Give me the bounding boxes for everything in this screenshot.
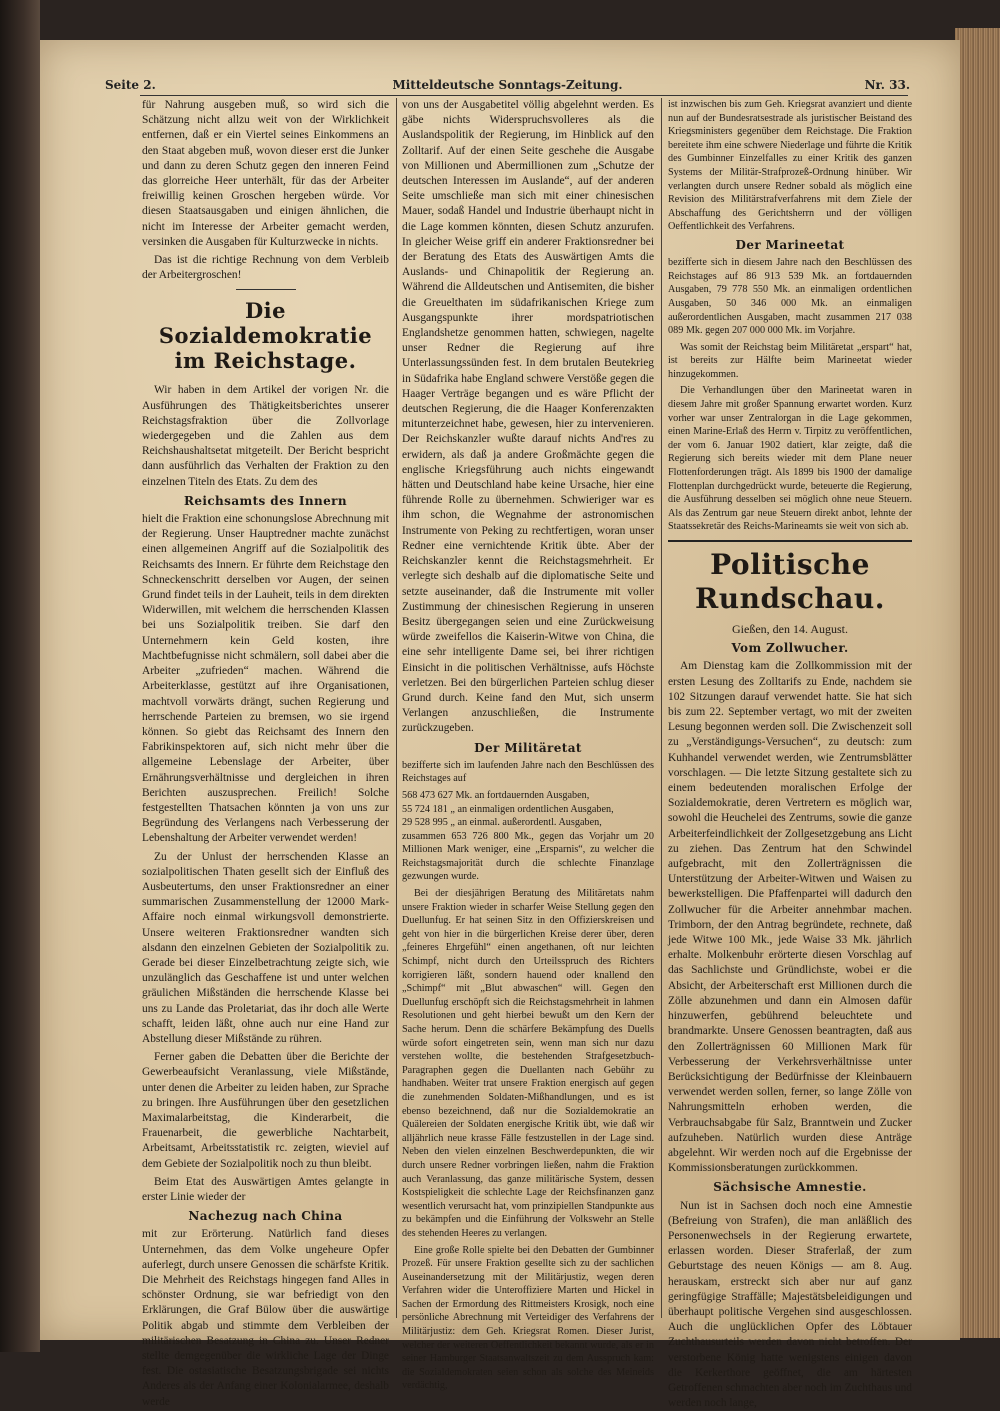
paragraph: zusammen 653 726 800 Mk., gegen das Vorjahr um 20 Millionen Mark weniger, eine „Ersparnis“, zu welcher die Reichstagsmajorität durch die schlechte Finanzlage gezwungen wurde. [402,830,654,883]
page-header [105,78,910,96]
paragraph: ist inzwischen bis zum Geh. Kriegsrat avanziert und diente nun auf der Bundesratsestrade als juristischer Beistand des Kriegsministers gegenüber dem Reichstage. Die Fraktion bereitete ihm eine schwere Niederlage und führte die Kritik des Gumbinner Einzelfalles zu einer Kritik des ganzen Systems der Militär-Strafprozeß-Ordnung hinüber. Wir verlangten durch unsere Redner sobald als möglich eine Revision des Militärstrafverfahrens mit dem Ziele der Abschaffung des Gerichtsherrn und der völligen Oeffentlichkeit des Verfahrens. [668,99,912,233]
paragraph: Bei der diesjährigen Beratung des Militäretats nahm unsere Fraktion wieder in scharfer Weise Stellung gegen den Duellunfug. Er hat seinen Sitz in den Offizierskreisen und geht von hier in die bürgerlichen Kreise derer über, deren „feineres Ehrgefühl“ einen angethanen, oft nur leichten Schimpf, nicht durch den Urteilsspruch des Richters korrigieren läßt, sondern hauend oder knallend den „Schimpf“ mit „Blut abwaschen“ will. Gegen den Duellunfug erschöpft sich die Reichstagsmehrheit in lahmen Resolutionen und geht hierbei bewußt um den Kern der Sache herum. Denn die schärfere Bekämpfung des Duells würde sofort eingetreten sein, wenn man sich nur dazu verstehen wollte, die bestehenden Strafgesetzbuch-Paragraphen gegen die Duellanten nach Gebühr zu handhaben. Weiter trat unsere Fraktion energisch auf gegen die zunehmenden Soldaten-Mißhandlungen, und es ist ebenso bezeichnend, daß nur die Sozialdemokratie an Quälereien der Soldaten energische Kritik übt, wie daß wir alljährlich neue krasse Fälle festzustellen in der Lage sind. Neben den vielen einzelnen Beschwerdepunkten, die wir durch unsere Redner vorbringen ließen, nahm die Fraktion auch Veranlassung, das ganze militärische System, dessen Kostspieligkeit die schlechte Lage der Reichsfinanzen ganz wesentlich verursacht hat, vom prinzipiellen Standpunkte aus zu bekämpfen und die Einführung der Volkswehr an Stelle des stehenden Heeres zu verlangen. [402,888,654,1239]
subheading: Nachezug nach China [188,1209,343,1224]
subheading: Der Marineetat [735,237,845,252]
paragraph: für Nahrung ausgeben muß, so wird sich die Schätzung nicht allzu weit von der Wirklichkeit entfernen, daß er ein Viertel seines Einkommens an den Staat abgeben muß, wovon dieser erst die Junker und dann zu deren Schutz gegen den inneren Feind das glorreiche Heer unterhält, für das der Arbeiter freiwillig keinen Groschen hergeben würde. Vor diesen Staatsausgaben und einigen ähnlichen, die nicht im Interesse der Arbeiter gemacht werden, versinken die Ausgaben für Kulturzwecke in nichts. [142,99,389,248]
paragraph: Ferner gaben die Debatten über die Berichte der Gewerbeaufsicht Veranlassung, viele Mißstände, unter denen die Arbeiter zu leiden haben, zur Sprache zu bringen. Ihre Ausführungen über den gesetzlichen Maximalarbeitstag, die Kinderarbeit, die Frauenarbeit, die gewerbliche Nachtarbeit, Arbeitsamt, Arbeitsstatistik rc. zeigten, wieviel auf dem Gebiete der Sozialpolitik noch zu thun bleibt. [142,1051,389,1170]
subheading: Der Militäretat [474,740,582,755]
book-binding [0,0,40,1352]
paragraph: Zu der Unlust der herrschenden Klasse an sozialpolitischen Thaten gesellt sich der Einfluß des Ausbeutertums, den unser Fraktionsredner an einer summarischen Zusammenstellung der 12000 Mark-Affaire noch einmal wirkungsvoll demonstrierte. Unsere weiteren Fraktionsredner wandten sich alsdann den einzelnen Gebieten der Sozialpolitik zu. Gerade bei dieser Einzelbetrachtung zeigte sich, wie unzulänglich das Geschaffene ist und unter welchen gräulichen Mißständen die herrschende Klasse bei uns zu Lande das Proletariat, das ihr doch alle Werte schafft, leiden läßt, ohne auch nur eine Hand zur Abstellung dieser Mißstände zu rühren. [142,850,389,1045]
column-divider [661,98,662,1318]
paragraph: bezifferte sich im laufenden Jahre nach den Beschlüssen des Reichstages auf [402,759,654,785]
paragraph: Was somit der Reichstag beim Militäretat „erspart“ hat, ist bereits zur Hälfte beim Marineetat wieder hinzugekommen. [668,341,912,380]
page-number: Seite 2. [105,78,156,92]
header-rule [140,95,908,96]
paragraph: bezifferte sich in diesem Jahre nach den Beschlüssen des Reichstages auf 86 913 539 Mk. an fortdauernden Ausgaben, 79 778 550 Mk. an einmaligen ordentlichen Ausgaben, 50 346 000 Mk. an einmaligen außerordentlichen Ausgaben, macht zusammen 217 038 089 Mk. gegen 207 000 000 Mk. im Vorjahre. [668,257,912,337]
paragraph: von uns der Ausgabetitel völlig abgelehnt werden. Es gäbe nichts Widerspruchsvolleres als die Auslandspolitik der Regierung, im Hinblick auf den Zolltarif. Auf der einen Seite geschehe die Ausgabe von Millionen und Abermillionen zum „Schutze der deutschen Interessen im Auslande“, auf der anderen Seite umschließe man sich mit einer chinesischen Mauer, sodaß Handel und Industrie überhaupt nicht in die Lage kommen könnten, diesen Schutz anzurufen. In gleicher Weise griff ein anderer Fraktionsredner bei der Beratung des Etats des Auswärtigen Amts die Auslands- und Chinapolitik der Regierung an. Während die Alldeutschen und Antisemiten, die bisher die Greuelthaten im südafrikanischen Kriege zum Ausgangspunkte ihrer mordspatriotischen Englandshetze genommen hatten, schwiegen, nagelte unser Redner die Regierung auf ihre Unterlassungssünden fest. In dem brutalen Beutekrieg in Südafrika habe England schwere Verstöße gegen die Haager Verträge begangen und es wäre Pflicht der deutschen Regierung, die die Haager Konferenzakten mitunterzeichnet habe, gewesen, hier zu intervenieren. Der Reichskanzler wußte darauf nichts And'res zu erwidern, als daß ja andere Großmächte gegen die englische Kriegsführung auch nichts eingewandt hätten und Deutschland habe keine Ursache, hier eine führende Rolle zu übernehmen. Schwieriger war es ihm schon, die Wegnahme der astronomischen Instrumente von Peking zu rechtfertigen, woran unser Redner eine vernichtende Kritik übte. Aber der Reichskanzler kennt die Reichstagsmehrheit. Er verlegte sich deshalb auf die diplomatische Seite und setzte auseinander, daß die Instrumente mit voller Zustimmung der chinesischen Regierung in unseren Besitz übergegangen seien und eine Zurückweisung würde zweifellos die Kaiserin-Witwe von China, die eine sehr intelligente Dame sei, bei ihrer richtigen Einsicht in die politischen Verhältnisse, aufs Höchste verletzen. Bei den bürgerlichen Parteien schlug dieser Grund durch. Keine fand den Mut, sich unserm Verlangen anzuschließen, die Instrumente zurückzugeben. [402,99,654,735]
paragraph: Nun ist in Sachsen doch noch eine Amnestie (Befreiung von Strafen), die man anläßlich des Personenwechsels in der Regierung erwartete, erlassen worden. Dieser Straferlaß, der zum Geburtstage des neuen Königs — am 8. Aug. herauskam, erstreckt sich aber nur auf ganz geringfügige Straffälle; Majestätsbeleidigungen und überhaupt politische Vergehen sind ausgeschlossen. Auch die unglücklichen Opfer des Löbtauer Zuchthausurteils werden davon nicht betroffen. Der verstorbene König hatte wenigstens einigen davon die Kerkerthore geöffnet, die am härtesten Getroffenen schmachten aber noch im Zuchthaus und werden noch lange, [668,1199,912,1410]
divider [236,289,296,290]
paragraph: Das ist die richtige Rechnung von dem Verbleib der Arbeitergroschen! [142,254,389,282]
dateline: Gießen, den 14. August. [732,622,848,637]
newspaper-title: Mitteldeutsche Sonntags-Zeitung. [392,78,623,92]
article-title: Die Sozialdemokratie im Reichstage. [158,298,373,374]
paragraph: hielt die Fraktion eine schonungslose Abrechnung mit der Regierung. Unser Hauptredner machte zunächst einen allgemeinen Angriff auf die Sozialpolitik des Reichsamts des Innern. Er führte dem Reichstage den Schneckenschritt derselben vor Augen, der seinen Grund findet teils in der Lauheit, teils in dem direkten Widerwillen, mit welchem die herrschenden Klassen bei uns Sozialpolitik treiben. Sie darf den Unternehmern kein Geld kosten, ihre Machtbefugnisse nicht schmälern, soll dabei aber die Arbeiter „zufrieden“ machen. Während die Arbeiterklasse, gestützt auf ihre Organisationen, machtvoll vorwärts drängt, suchen Regierung und herrschende Parteien zu bremsen, wo sie irgend können. So giebt das Reichsamt des Innern den Fabrikinspektoren auf, sich nicht mehr über die allgemeine Lebenslage der Arbeiter, über Ernährungsverhältnisse und dergleichen in ihren Berichten auszusprechen. Freilich! Solche festgestellten Thatsachen könnten ja von uns zur Begründung des Verlangens nach Verbesserung der Lebenshaltung der Arbeiter verwendet werden! [142,513,389,845]
section-title: Politische Rundschau. [695,548,885,616]
budget-row: 29 528 995 „ an einmal. außerordentl. Ausgaben, [402,817,602,829]
page-edges [955,28,1000,1338]
subheading: Reichsamts des Innern [183,493,347,508]
paragraph: mit zur Erörterung. Natürlich fand dieses Unternehmen, das dem Volke ungeheure Opfer auferlegt, durch unsere Genossen die schärfste Kritik. Die Mehrheit des Reichstags hingegen fand Alles in schönster Ordnung, sie war befriedigt von den Erklärungen, die Graf Bülow über die auswärtige Politik abgab und stimmte dem Verbleiben der militärischen Besatzung in China zu. Unser Redner stellte demgegenüber die wirkliche Lage der Dinge fest. Die ostasiatische Besatzungsbrigade sei nichts Anderes als der Anfang einer Kolonialarmee, deshalb werde [142,1228,389,1408]
column-2 [402,98,654,1392]
subheading: Vom Zollwucher. [731,641,849,656]
paragraph: Die Verhandlungen über den Marineetat waren in diesem Jahre mit großer Spannung erwartet worden. Kurz vorher war unser Zentralorgan in die Lage gekommen, einen Marine-Erlaß des Herrn v. Tirpitz zu veröffentlichen, der vom 6. Januar 1902 datiert, klar zeigte, daß die Regierung sich bereits wieder mit dem Plane neuer Flottenforderungen trägt. Als 1899 bis 1900 der damalige Flottenplan durchgedrückt wurde, beteuerte die Regierung, die Ausführung desselben sei möglich ohne neue Steuern. Als das Zentrum gar neue Steuern direkt anbot, lehnte der Staatssekretär des Reichs-Marineamts sie weit von sich ab. [668,385,912,533]
issue-number: Nr. 33. [864,78,910,92]
paragraph: Am Dienstag kam die Zollkommission mit der ersten Lesung des Zolltarifs zu Ende, nachdem sie 102 Sitzungen darauf verwendet hatte. Sie hat sich bis zum 22. September vertagt, wo mit der zweiten Lesung begonnen werden soll. Die Zwischenzeit soll zu „Verständigungs-Versuchen“, zu deutsch: zum Kuhhandel verwendet werden, wie Zentrumsblätter vorschlagen. — Die letzte Sitzung gestaltete sich zu einem bedeutenden moralischen Erfolge der Sozialdemokratie, deren Vertretern es möglich war, sowohl die Heuchelei des Zentrums, sowie die ganze Arbeiterfeindlichkeit der Zollgesetzgebung ans Licht zu ziehen. Das Zentrum hat den Schwindel aufgebracht, mit den Zollerträgnissen die Unterstützung der Arbeiter-Witwen und Waisen zu bewerkstelligen. Die Pfaffenpartei will dadurch den Zollwucher für die Arbeiter annehmbar machen. Trimborn, der den Antrag begründete, rechnete, daß jede Witwe 100 Mk., jede Waise 33 Mk. jährlich erhalte. Molkenbuhr erörterte diesen Vorschlag auf das Sachlichste und Gründlichste, wobei er die Absicht, der Arbeiterschaft erst Millionen durch die Zölle abzunehmen und dann ein Almosen dafür hinzuwerfen, gebührend beleuchtete und brandmarkte. Unsere Genossen beantragten, daß aus den Zollerträgnissen 60 Millionen Mark für Verbesserung der Verkehrsverhältnisse unter Berücksichtigung der Bedürfnisse der Kleinbauern verwendet werden sollen, ferner, so lange Zölle von Nahrungsmitteln erhoben werden, die Verbrauchsabgabe für Salz, Branntwein und Zucker aufzuheben. Natürlich wurden diese Anträge abgelehnt. Wir werden noch auf die Ergebnisse der Kommissionsberatungen zurückkommen. [668,660,912,1175]
paragraph: Beim Etat des Auswärtigen Amtes gelangte in erster Linie wieder der [142,1175,389,1203]
section-rule [668,540,912,542]
column-1 [142,98,389,1408]
subheading: Sächsische Amnestie. [713,1180,867,1195]
budget-row: 55 724 181 „ an einmaligen ordentlichen Ausgaben, [402,803,614,815]
column-3 [668,98,912,1410]
column-divider [396,98,397,1318]
budget-row: 568 473 627 Mk. an fortdauernden Ausgaben, [402,789,590,801]
paragraph: Eine große Rolle spielte bei den Debatten der Gumbinner Prozeß. Für unsere Fraktion gesellte sich zu der sachlichen Auseinandersetzung mit der Militärjustiz, wegen deren Verfahren wider die Unteroffiziere Marten und Hickel in Sachen der Ermordung des Rittmeisters Krosigk, noch eine persönliche Abrechnung mit Verteidiger des Verfahrens der Militärjustiz: dem Geh. Kriegsrat Romen. Dieser Jurist, welcher der weiteren Oeffentlichkeit bekannt wurde, als er in seiner Hamburger Staatsanwaltszeit zu dem Ausspruch kam: die Sozialdemokraten seien schon als solche des Meineids verdächtig, [402,1244,654,1392]
paragraph: Wir haben in dem Artikel der vorigen Nr. die Ausführungen des Thätigkeitsberichtes unserer Reichstagsfraktion über die Zollvorlage wiedergegeben und die Zahlen aus dem Reichshaushaltsetat mitgeteilt. Der Bericht bespricht dann ausführlich das Verhalten der Fraktion zu den einzelnen Titeln des Etats. Zu dem des [142,384,389,488]
